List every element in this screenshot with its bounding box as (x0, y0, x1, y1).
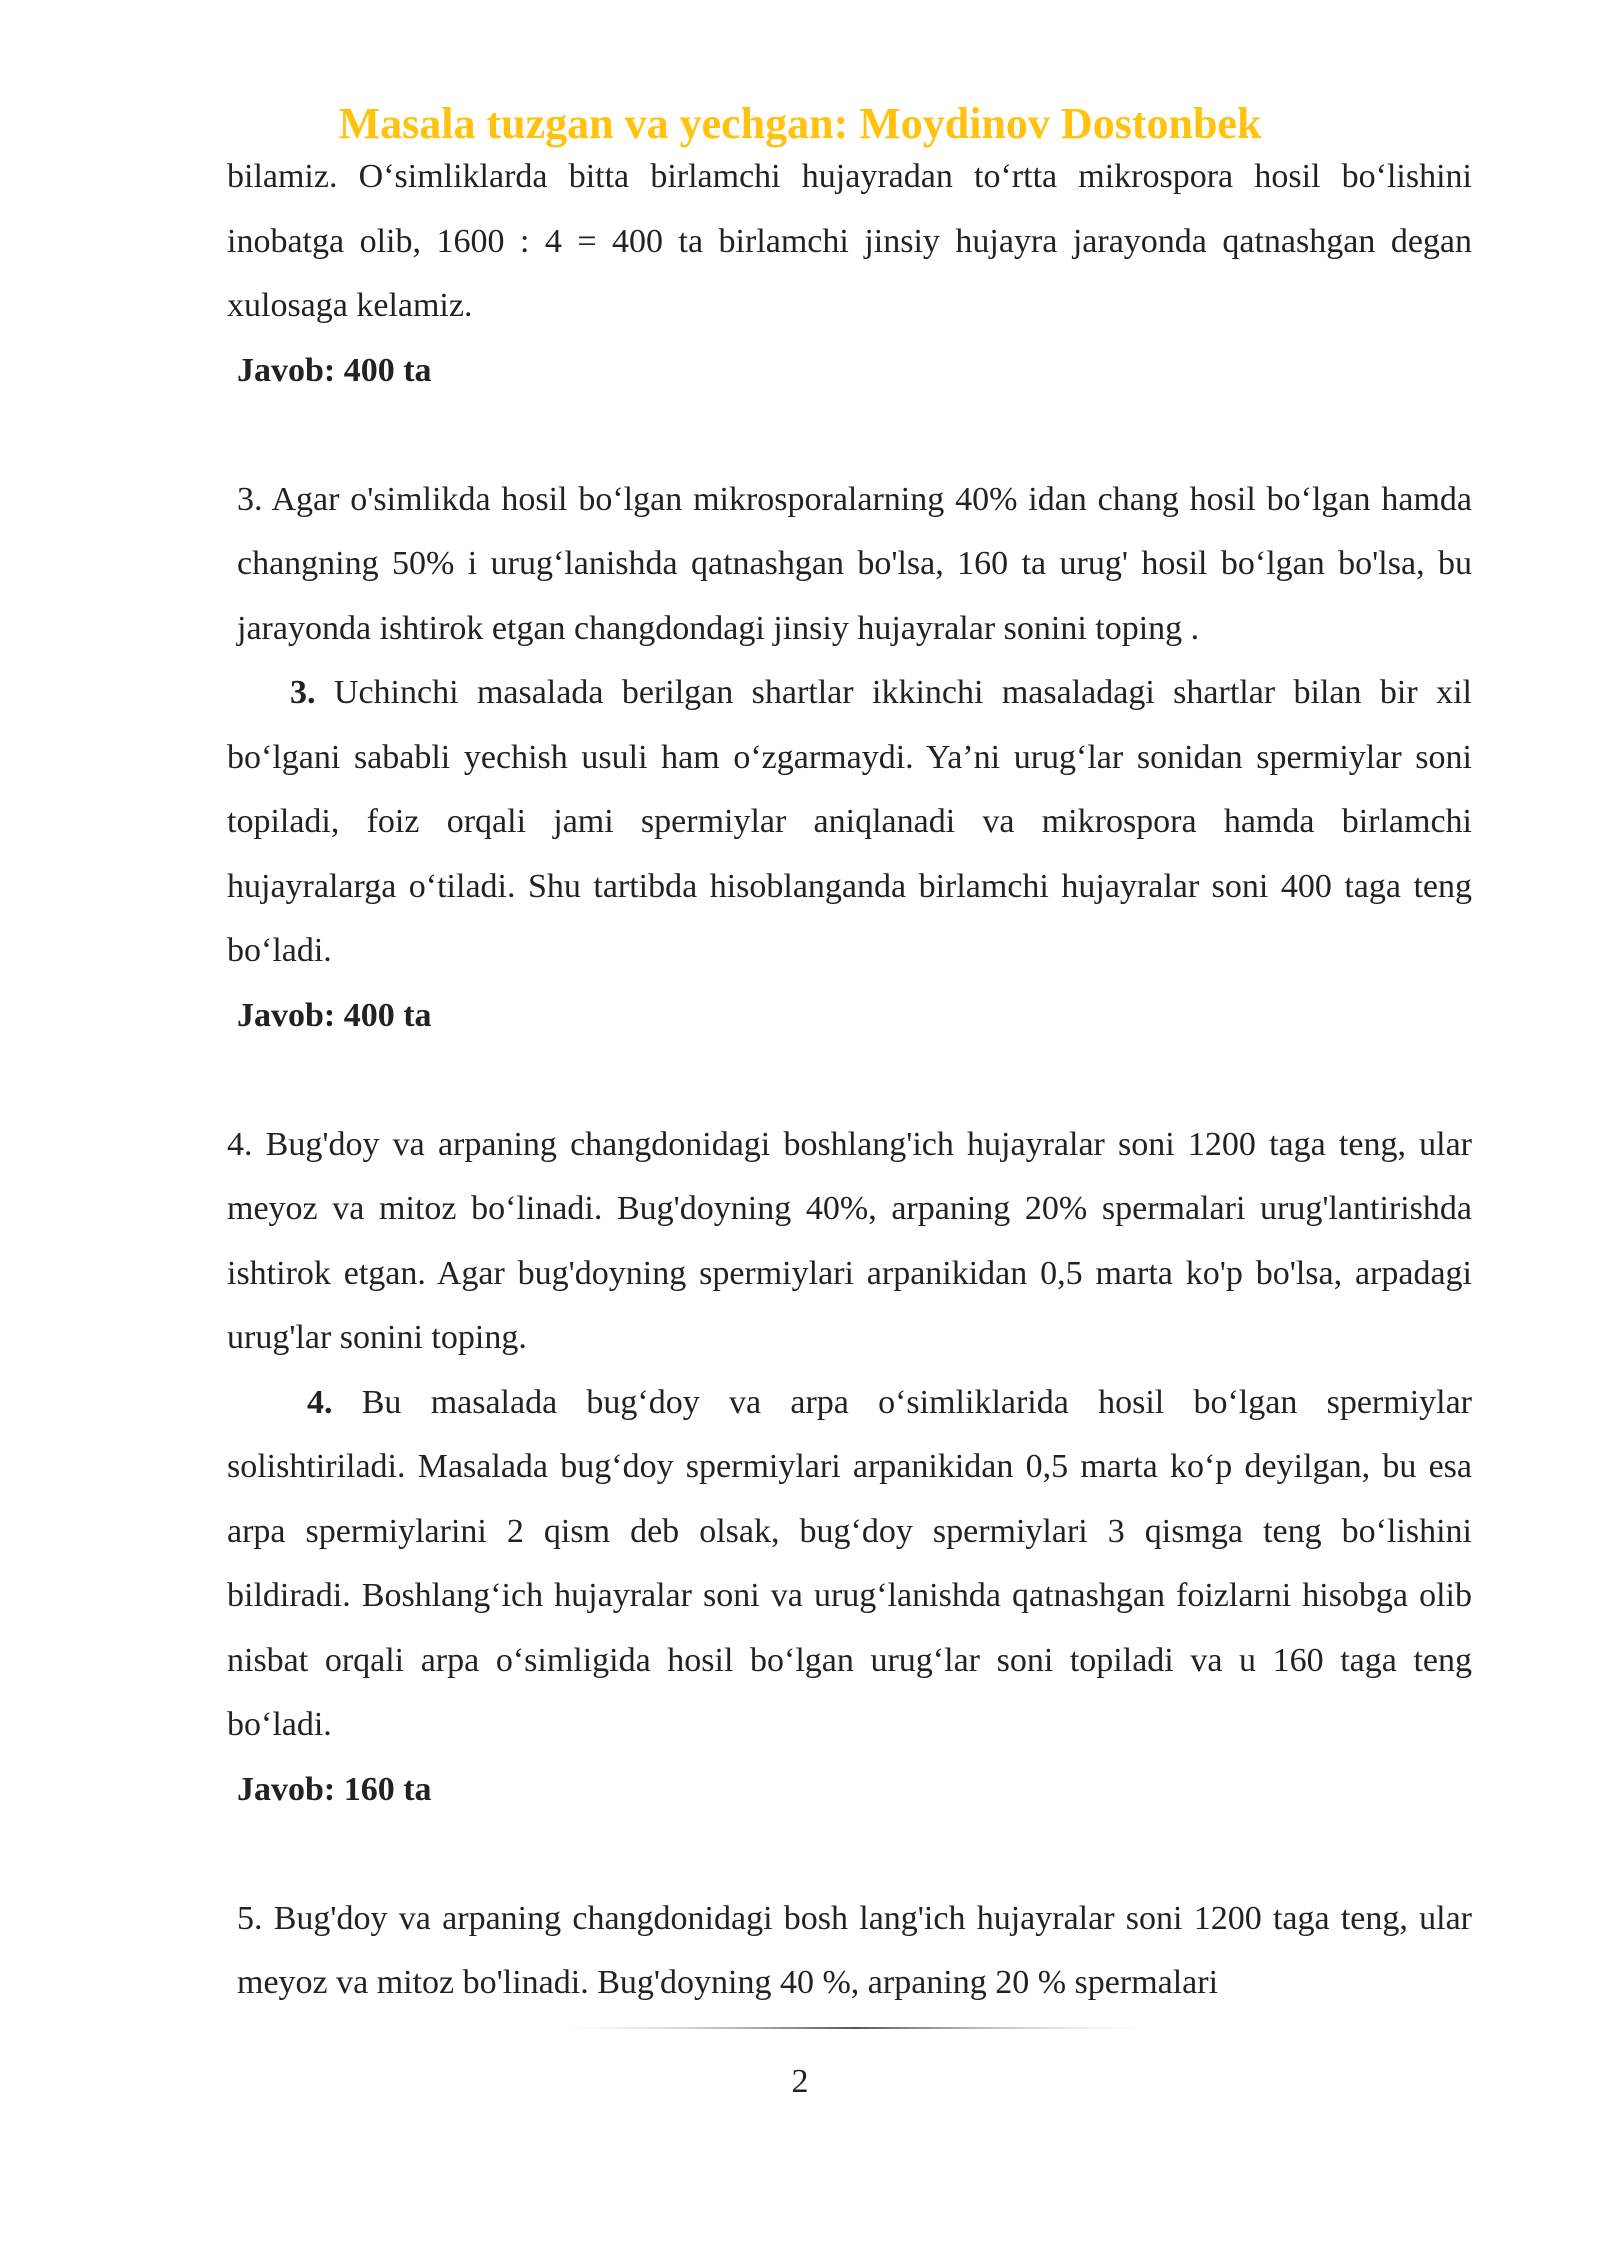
spacer (227, 403, 1472, 468)
solution-3-number: 3. (290, 674, 316, 711)
answer-4: Javob: 160 ta (237, 1770, 432, 1808)
answer-2: Javob: 400 ta (237, 351, 432, 389)
answer-3: Javob: 400 ta (237, 996, 432, 1034)
header-text: Masala tuzgan va yechgan: Moydinov Dostonbek (338, 99, 1262, 148)
solution-4-number: 4. (307, 1383, 333, 1421)
page-number: 2 (791, 2063, 809, 2100)
solution-3 (227, 661, 1472, 984)
problem-4: 4. Bug'doy va arpaning changdonidagi boshlang'ich hujayralar soni 1200 taga teng, ular meyoz va mitoz bo‘linadi. Bug'doyning 40%, arpaning 20% spermalari urug'lantirishda ishtirok etgan. Agar bug'doyning spermiylari arpanikidan 0,5 marta ko'p bo'lsa, arpadagi urug'lar sonini toping. (227, 1125, 1472, 1356)
solution-4-text: Bu masalada bug‘doy va arpa o‘simliklarida hosil bo‘lgan spermiylar solishtiriladi. Masalada bug‘doy spermiylari arpanikidan 0,5 marta ko‘p deyilgan, bu esa arpa spermiylarini 2 qism deb olsak, bug‘doy spermiylari 3 qismga teng bo‘lishini bildiradi. Boshlang‘ich hujayralar soni va urug‘lanishda qatnashgan foizlarni hisobga olib nisbat orqali arpa o‘simligida hosil bo‘lgan urug‘lar soni topiladi va u 160 taga teng bo‘ladi. (227, 1383, 1472, 1743)
spacer (227, 1822, 1472, 1887)
problem-5: 5. Bug'doy va arpaning changdonidagi bosh lang'ich hujayralar soni 1200 taga teng, ular meyoz va mitoz bo'linadi. Bug'doyning 40 %, arpaning 20 % spermalari (237, 1899, 1472, 2001)
solution-4 (227, 1371, 1472, 1758)
problem-3: 3. Agar o'simlikda hosil bo‘lgan mikrosporalarning 40% idan chang hosil bo‘lgan hamda changning 50% i urug‘lanishda qatnashgan bo'lsa, 160 ta urug' hosil bo‘lgan bo'lsa, bu jarayonda ishtirok etgan changdondagi jinsiy hujayralar sonini toping . (237, 480, 1472, 647)
footer-divider (560, 2026, 1150, 2030)
page-header (0, 96, 1600, 152)
document-body (227, 145, 1472, 2016)
solution-3-text: Uchinchi masalada berilgan shartlar ikkinchi masaladagi shartlar bilan bir xil bo‘lgani sababli yechish usuli ham o‘zgarmaydi. Ya’ni urug‘lar sonidan spermiylar soni topiladi, foiz orqali jami spermiylar aniqlanadi va mikrospora hamda birlamchi hujayralarga o‘tiladi. Shu tartibda hisoblanganda birlamchi hujayralar soni 400 taga teng bo‘ladi. (227, 674, 1472, 969)
paragraph-conclusion-2: bilamiz. O‘simliklarda bitta birlamchi hujayradan to‘rtta mikrospora hosil bo‘lishini inobatga olib, 1600 : 4 = 400 ta birlamchi jinsiy hujayra jarayonda qatnashgan degan xulosaga kelamiz. (227, 158, 1472, 324)
spacer (227, 1048, 1472, 1113)
